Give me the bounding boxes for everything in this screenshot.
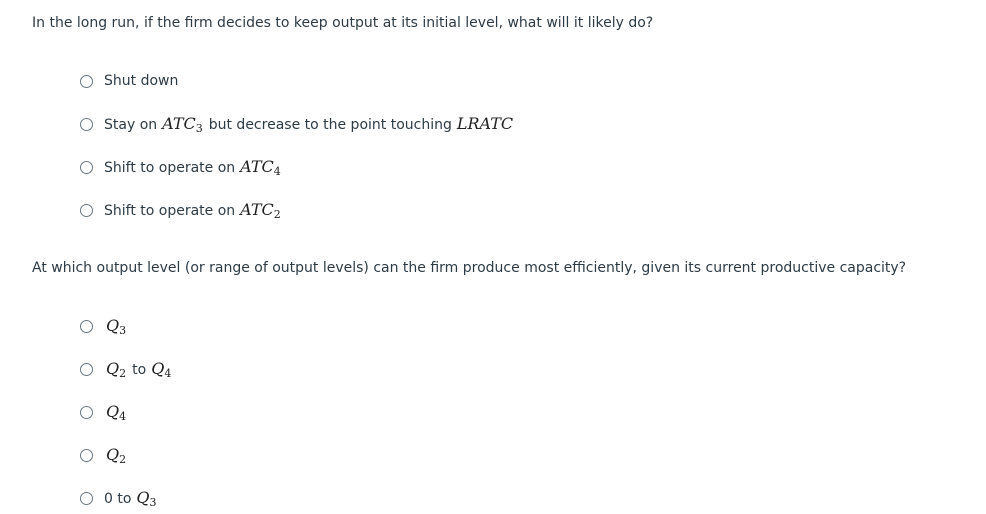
radio-button[interactable] <box>80 449 93 462</box>
radio-button[interactable] <box>80 204 93 217</box>
q2-option-4[interactable] <box>80 444 128 466</box>
math-term: $ATC_2$ <box>240 199 281 221</box>
option-text: to <box>132 361 147 378</box>
math-term: LRATC <box>456 113 514 133</box>
radio-button[interactable] <box>80 492 93 505</box>
radio-button[interactable] <box>80 118 93 131</box>
q2-option-2[interactable] <box>80 358 173 380</box>
q2-option-1[interactable] <box>80 315 128 337</box>
radio-button[interactable] <box>80 320 93 333</box>
q2-option-3[interactable] <box>80 401 128 423</box>
q1-option-2[interactable] <box>80 113 515 135</box>
q1-option-1-label <box>104 70 178 92</box>
math-term: $ATC_4$ <box>240 156 281 178</box>
option-text: 0 to <box>104 490 132 507</box>
option-text: Shift to operate on <box>104 159 236 176</box>
q1-option-2-label <box>104 113 515 136</box>
q1-option-4-label <box>104 199 283 222</box>
question-1 <box>32 14 966 221</box>
question-1-prompt: In the long run, if the firm decides to keep output at its initial level, what will it likely do? <box>32 15 654 31</box>
q1-option-3[interactable] <box>80 156 283 178</box>
q2-option-2-label <box>104 358 173 381</box>
math-term: $Q_4$ <box>106 402 127 423</box>
question-2-prompt: At which output level (or range of output levels) can the firm produce most efficiently, given its current productive capacity? <box>32 260 907 276</box>
option-text: but decrease to the point touching <box>208 116 452 133</box>
question-2 <box>32 259 966 509</box>
option-text: Shut down <box>104 73 179 89</box>
math-term: $Q_3$ <box>136 487 157 509</box>
math-term: $Q_2$ <box>106 445 127 466</box>
q2-option-1-label <box>104 315 128 337</box>
q1-option-4[interactable] <box>80 199 283 221</box>
q1-option-3-label <box>104 156 283 179</box>
q2-option-5[interactable] <box>80 487 159 509</box>
q2-option-4-label <box>104 444 128 466</box>
math-term: $Q_2$ <box>106 358 127 380</box>
q2-option-3-label <box>104 401 128 423</box>
radio-button[interactable] <box>80 363 93 376</box>
math-term: $Q_4$ <box>151 358 172 380</box>
radio-button[interactable] <box>80 75 93 88</box>
option-text: Stay on <box>104 116 158 133</box>
math-term: $Q_3$ <box>106 316 127 337</box>
radio-button[interactable] <box>80 161 93 174</box>
radio-button[interactable] <box>80 406 93 419</box>
q1-option-1[interactable] <box>80 70 178 92</box>
math-term: $ATC_3$ <box>162 113 203 135</box>
q2-option-5-label <box>104 487 159 510</box>
option-text: Shift to operate on <box>104 202 236 219</box>
